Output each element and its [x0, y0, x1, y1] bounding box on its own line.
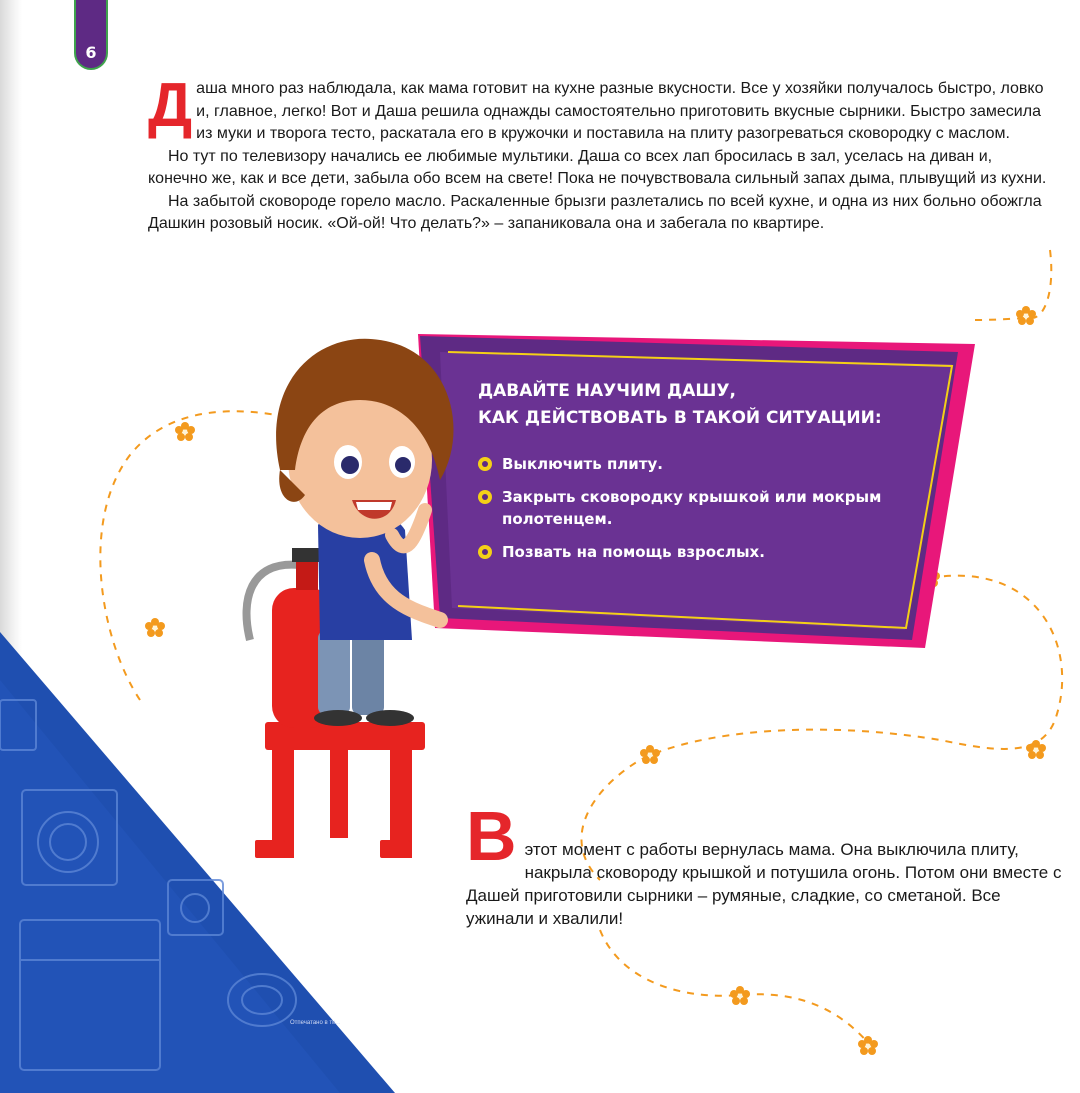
callout-title-line-2: КАК ДЕЙСТВОВАТЬ В ТАКОЙ СИТУАЦИИ: [478, 408, 882, 428]
ending-paragraph: этот момент с работы вернулась мама. Она выключила плиту, накрыла сковороду крышкой и потушила огонь. Потом они вместе с Дашей приготовили сырники – румяные, сладкие, со сметаной. Все ужинали и хвалили! [466, 840, 1062, 928]
callout-list-item [478, 453, 908, 475]
callout-list-item [478, 486, 908, 530]
page-number-tab [74, 0, 108, 70]
callout-item-text: Выключить плиту. [502, 455, 663, 473]
ending-text [466, 797, 1066, 930]
imprint-text: Отпечатано в ти... [290, 1020, 341, 1026]
girl-character-illustration [247, 339, 454, 858]
callout-list [478, 453, 908, 574]
callout-item-text: Закрыть сковородку крышкой или мокрым полотенцем. [502, 488, 882, 528]
story-paragraph-1: аша много раз наблюдала, как мама готовит на кухне разные вкусности. Все у хозяйки получалось быстро, ловко и, главное, легко! Вот и Даша решила однажды самостоятельно приготовить вкусные сырники. Быстро замесила из муки и творога тесто, раскатала его в кружочки и поставила на плиту разогреваться сковородку с маслом. [196, 80, 1044, 142]
story-paragraph-3: На забытой сковороде горело масло. Раскаленные брызги разлетались по всей кухне, и одна из них больно обожгла Дашкин розовый носик. «Ой-ой! Что делать?» – запаниковала она и забегала по квартире. [148, 192, 1042, 232]
ending-dropcap: В [466, 797, 517, 875]
callout-title [478, 378, 908, 432]
callout-title-line-1: ДАВАЙТЕ НАУЧИМ ДАШУ, [478, 381, 736, 401]
bullet-icon [478, 457, 492, 471]
page-number: 6 [85, 43, 97, 62]
story-text [148, 71, 1053, 236]
callout-item-text: Позвать на помощь взрослых. [502, 543, 765, 561]
story-paragraph-2: Но тут по телевизору начались ее любимые мультики. Даша со всех лап бросилась в зал, уселась на диван и, конечно же, как и все дети, забыла обо всем на свете! Пока не почувствовала сильный запах дыма, плывущий из кухни. [148, 147, 1047, 187]
story-dropcap: Д [148, 71, 193, 140]
callout-list-item [478, 541, 908, 563]
bullet-icon [478, 545, 492, 559]
bullet-icon [478, 490, 492, 504]
